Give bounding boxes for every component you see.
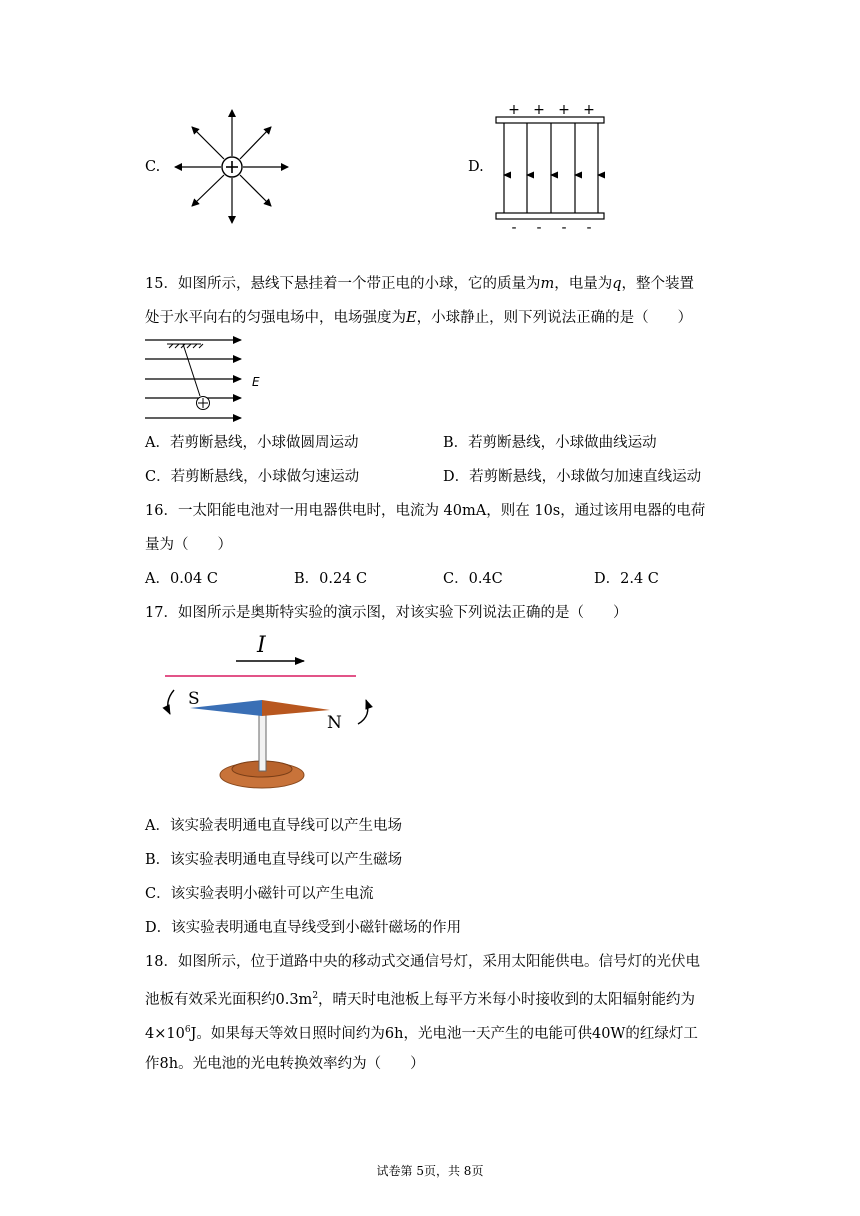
minus-sign: -	[511, 220, 517, 236]
plus-sign: +	[558, 102, 570, 118]
field-label-e: E	[252, 375, 260, 389]
option-d-label: D.	[468, 159, 484, 175]
plus-sign: +	[533, 102, 545, 118]
q16-stem-line2: 量为（ ）	[145, 537, 232, 553]
minus-sign: -	[586, 220, 592, 236]
q15-stem-line2: 处于水平向右的匀强电场中，电场强度为E，小球静止，则下列说法正确的是（ ）	[145, 310, 693, 326]
needle-north-pole	[262, 700, 330, 716]
q18-stem-line1: 18．如图所示，位于道路中央的移动式交通信号灯，采用太阳能供电。信号灯的光伏电	[145, 954, 700, 970]
needle-south-pole	[190, 700, 262, 716]
minus-sign: -	[561, 220, 567, 236]
page-footer: 试卷第 5页，共 8页	[376, 1164, 484, 1178]
q17-option-c: C．该实验表明小磁针可以产生电流	[145, 886, 374, 902]
q17-stem: 17．如图所示是奥斯特实验的演示图，对该实验下列说法正确的是（ ）	[145, 605, 628, 621]
q16-option-c: C．0.4C	[443, 571, 503, 587]
q15-stem-line1: 15．如图所示，悬线下悬挂着一个带正电的小球，它的质量为m，电量为q，整个装置	[145, 276, 694, 292]
q18-stem-line2: 池板有效采光面积约$0.3m^2$，晴天时电池板上每平方米每小时接收到的太阳辐射能约为	[145, 991, 696, 1008]
q16-option-d: D．2.4 C	[594, 571, 659, 587]
radial-field-diagram	[170, 105, 295, 230]
plus-sign: +	[508, 102, 520, 118]
q17-option-d: D．该实验表明通电直导线受到小磁针磁场的作用	[145, 920, 462, 936]
minus-sign: -	[536, 220, 542, 236]
q18-stem-line4: 作8h。光电池的光电转换效率约为（ ）	[145, 1056, 425, 1072]
q15-option-b: B．若剪断悬线，小球做曲线运动	[443, 435, 657, 451]
option-c-label: C.	[145, 159, 161, 175]
q16-option-b: B．0.24 C	[294, 571, 368, 587]
plus-sign: +	[583, 102, 595, 118]
q16-option-a: A．0.04 C	[145, 571, 218, 587]
electric-field-pendulum-diagram	[145, 334, 275, 426]
south-label: S	[188, 689, 200, 709]
q17-option-b: B．该实验表明通电直导线可以产生磁场	[145, 852, 403, 868]
parallel-plate-diagram	[490, 100, 610, 235]
current-label: I	[257, 633, 266, 658]
north-label: N	[327, 713, 342, 733]
q16-stem-line1: 16．一太阳能电池对一用电器供电时，电流为 40mA，则在 10s，通过该用电器的电荷	[145, 503, 706, 519]
q15-option-a: A．若剪断悬线，小球做圆周运动	[145, 435, 359, 451]
q18-stem-line3: $4\times 10^6J$。如果每天等效日照时间约为6h，光电池一天产生的电能可供40W的红绿灯工	[145, 1025, 698, 1042]
q17-option-a: A．该实验表明通电直导线可以产生电场	[145, 818, 402, 834]
q15-option-d: D．若剪断悬线，小球做匀加速直线运动	[443, 469, 702, 485]
oersted-experiment-diagram	[160, 628, 385, 808]
q15-option-c: C．若剪断悬线，小球做匀速运动	[145, 469, 360, 485]
